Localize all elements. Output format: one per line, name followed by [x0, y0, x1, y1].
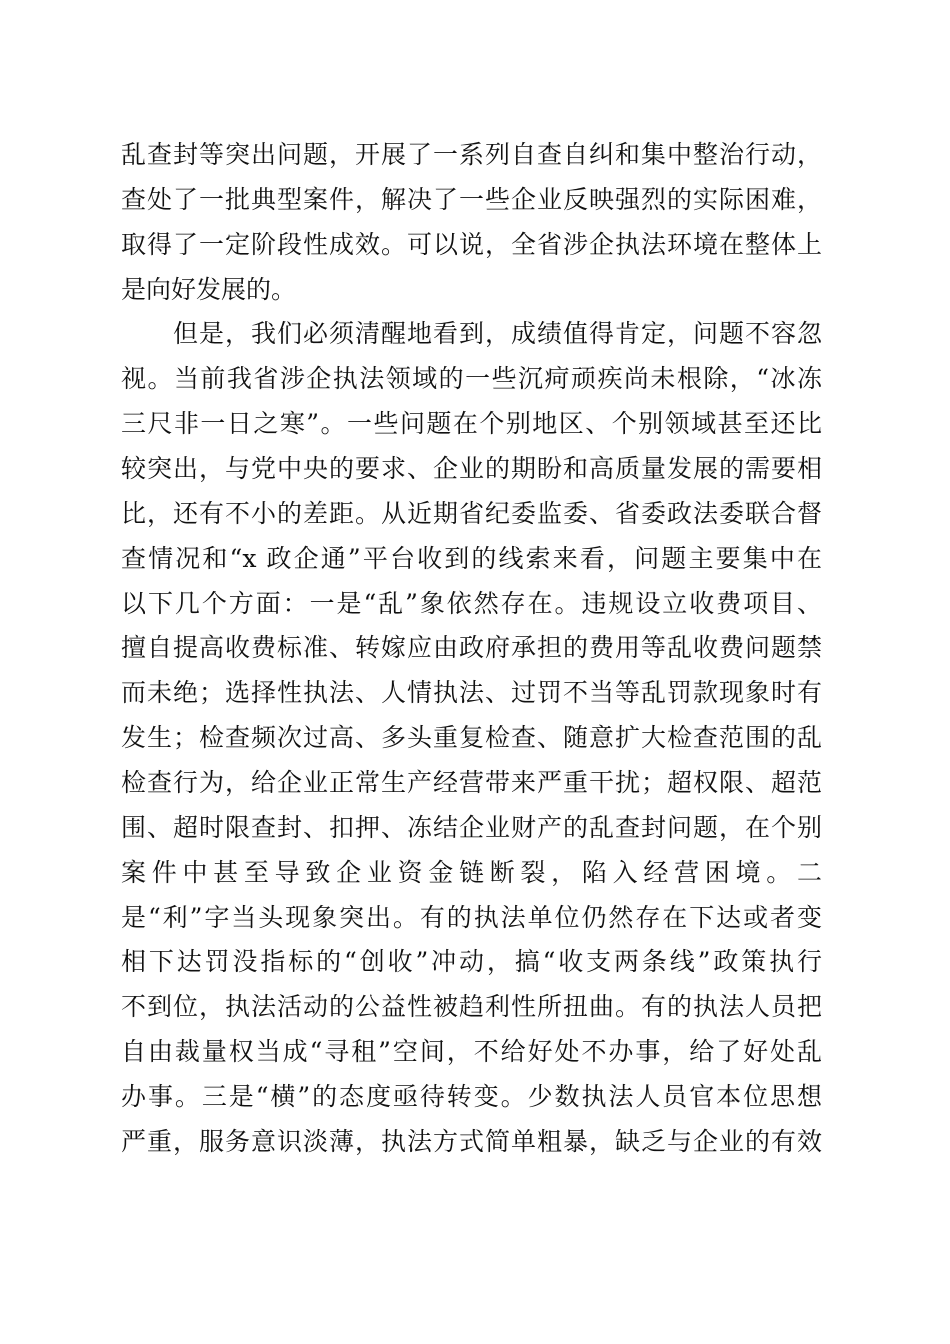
text-line: 自由裁量权当成“寻租”空间，不给好处不办事，给了好处乱 — [121, 1037, 822, 1067]
text-line: 但是，我们必须清醒地看到，成绩值得肯定，问题不容忽 — [173, 319, 822, 349]
text-line: 乱查封等突出问题，开展了一系列自查自纠和集中整治行动， — [121, 140, 822, 169]
text-line: 查情况和“x 政企通”平台收到的线索来看，问题主要集中在 — [121, 543, 822, 573]
text-line: 以下几个方面：一是“乱”象依然存在。违规设立收费项目、 — [121, 588, 822, 618]
text-line: 相下达罚没指标的“创收”冲动，搞“收支两条线”政策执行 — [121, 947, 822, 977]
paragraph-2 — [121, 312, 822, 1164]
text-line: 查处了一批典型案件，解决了一些企业反映强烈的实际困难， — [121, 184, 822, 214]
text-line: 检查行为，给企业正常生产经营带来严重干扰；超权限、超范 — [121, 768, 822, 798]
text-line: 比，还有不小的差距。从近期省纪委监委、省委政法委联合督 — [121, 498, 822, 528]
text-line: 严重，服务意识淡薄，执法方式简单粗暴，缺乏与企业的有效 — [121, 1126, 822, 1156]
text-line: 擅自提高收费标准、转嫁应由政府承担的费用等乱收费问题禁 — [121, 633, 822, 663]
text-line: 是“利”字当头现象突出。有的执法单位仍然存在下达或者变 — [121, 902, 822, 932]
text-line: 围、超时限查封、扣押、冻结企业财产的乱查封问题，在个别 — [121, 812, 822, 842]
text-line: 三尺非一日之寒”。一些问题在个别地区、个别领域甚至还比 — [121, 409, 822, 439]
text-line: 不到位，执法活动的公益性被趋利性所扭曲。有的执法人员把 — [121, 992, 822, 1022]
text-line: 较突出，与党中央的要求、企业的期盼和高质量发展的需要相 — [121, 454, 822, 484]
text-line: 而未绝；选择性执法、人情执法、过罚不当等乱罚款现象时有 — [121, 678, 822, 708]
text-line: 取得了一定阶段性成效。可以说，全省涉企执法环境在整体上 — [121, 229, 822, 259]
text-line: 案件中甚至导致企业资金链断裂，陷入经营困境。二 — [121, 857, 822, 887]
text-line: 是向好发展的。 — [121, 274, 297, 304]
text-line: 发生；检查频次过高、多头重复检查、随意扩大检查范围的乱 — [121, 723, 822, 753]
text-line: 视。当前我省涉企执法领域的一些沉疴顽疾尚未根除，“冰冻 — [121, 364, 822, 394]
document-page — [121, 133, 822, 1165]
paragraph-1 — [121, 133, 822, 312]
text-line: 办事。三是“横”的态度亟待转变。少数执法人员官本位思想 — [121, 1082, 822, 1112]
